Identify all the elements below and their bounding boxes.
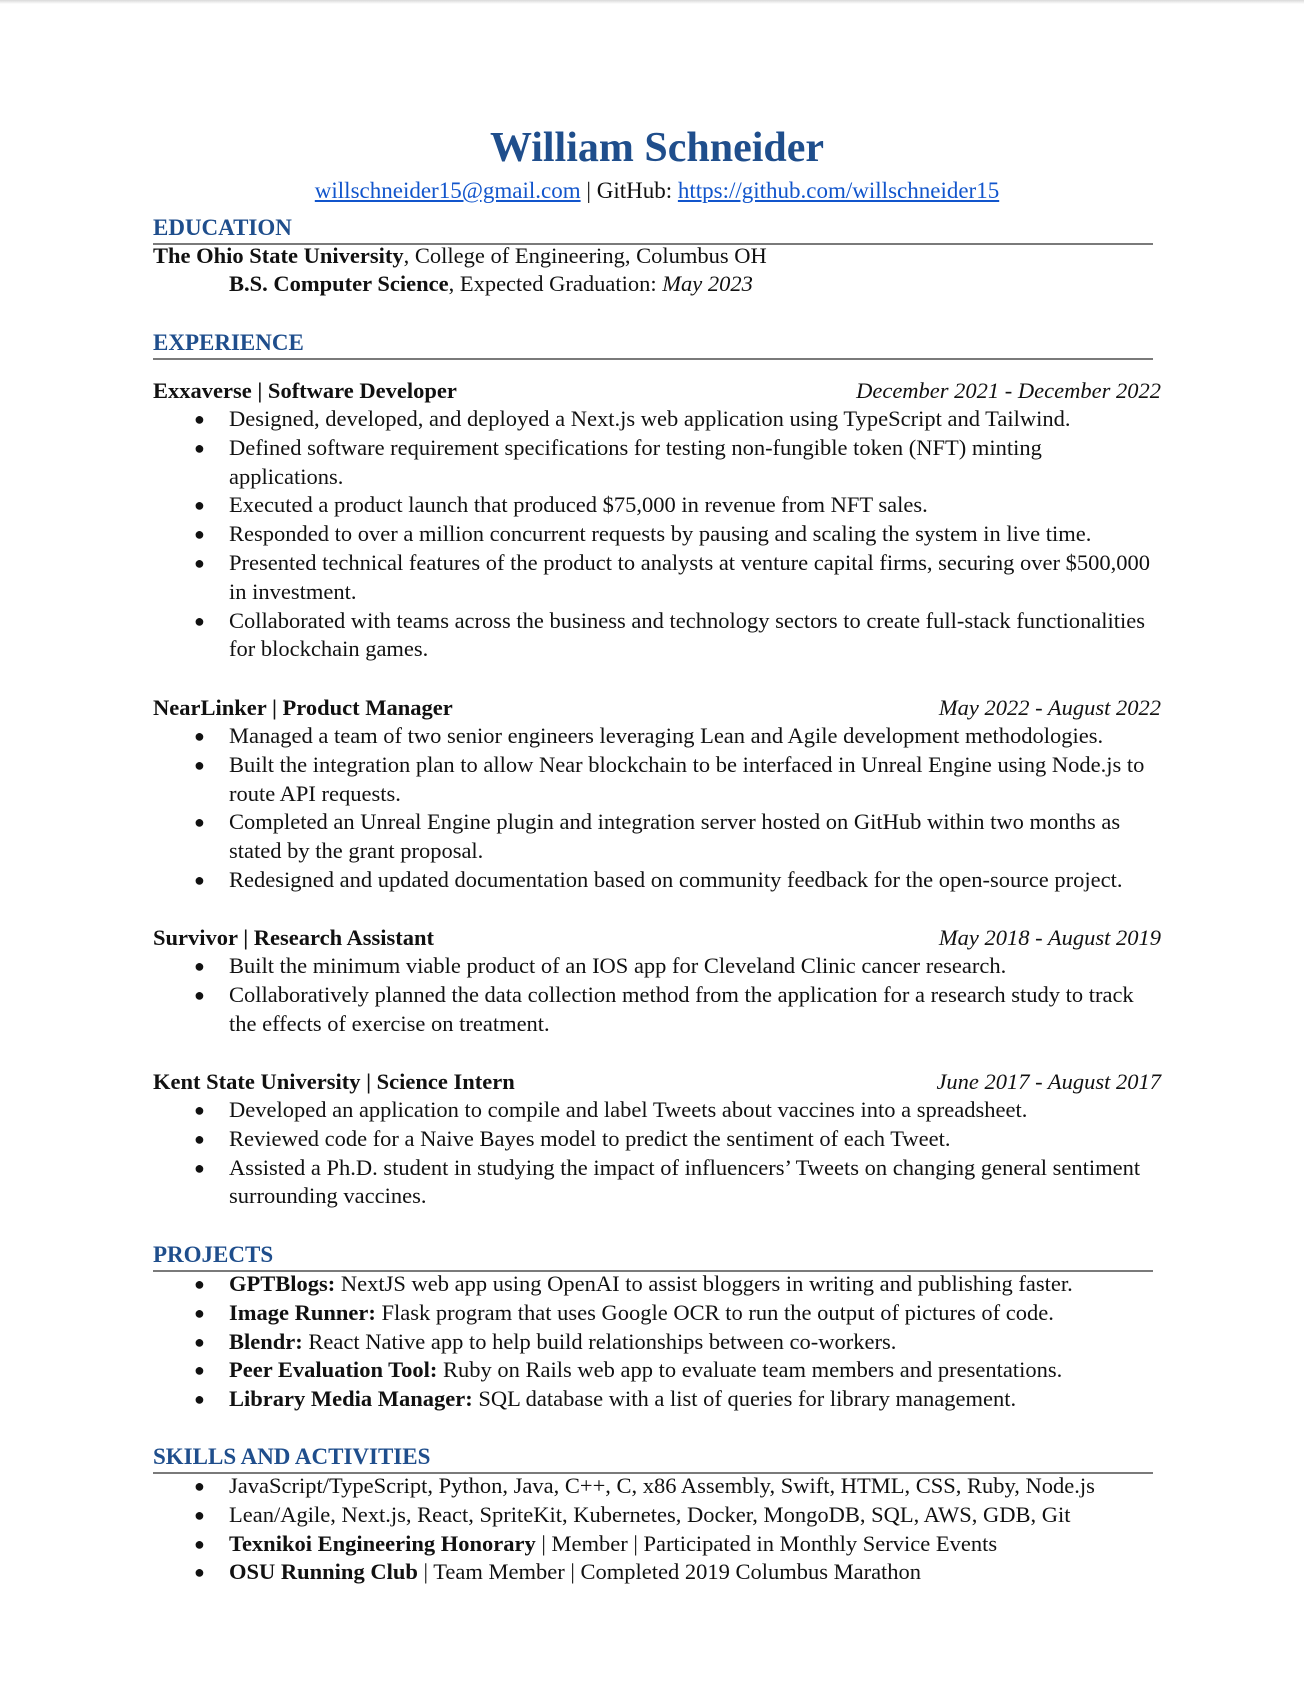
bullet-icon: ● bbox=[194, 524, 205, 545]
bullet-icon: ● bbox=[194, 984, 205, 1005]
bullet-icon: ● bbox=[194, 869, 205, 890]
bullet-icon: ● bbox=[194, 956, 205, 976]
bullet-icon: ● bbox=[194, 1157, 205, 1178]
list-item: ● Image Runner: Flask program that uses Google OCR to run the output of pictures of code. bbox=[153, 1299, 1161, 1328]
list-item: ● Completed an Unreal Engine plugin and integration server hosted on GitHub within two months as stated by the grant proposal. bbox=[194, 809, 1121, 864]
list-item: ● Developed an application to compile and label Tweets about vaccines into a spreadsheet. bbox=[153, 1096, 1161, 1125]
job-bullets bbox=[153, 722, 1161, 895]
list-item: ● Collaboratively planned the data collection method from the application for a research study to track the effects of exercise on treatment. bbox=[194, 981, 1134, 1036]
job-dates: May 2022 - August 2022 bbox=[938, 695, 1161, 720]
bullet-icon: ● bbox=[194, 754, 205, 775]
list-item: ● Blendr: React Native app to help build relationships between co-workers. bbox=[153, 1328, 1161, 1357]
job-header bbox=[153, 924, 1161, 952]
job-title: Kent State University | Science Intern bbox=[153, 1069, 515, 1094]
bullet-icon: ● bbox=[194, 437, 205, 458]
job-bullets bbox=[153, 405, 1161, 664]
list-item: ● Texnikoi Engineering Honorary | Member | Participated in Monthly Service Events bbox=[153, 1530, 1161, 1559]
bullet-icon: ● bbox=[194, 1504, 205, 1525]
list-item: ● Assisted a Ph.D. student in studying the impact of influencers’ Tweets on changing general sentiment surrounding vaccines. bbox=[194, 1154, 1141, 1209]
top-shadow bbox=[0, 0, 1304, 4]
education-school-line bbox=[153, 242, 1161, 270]
list-item: ● Redesigned and updated documentation based on community feedback for the open-source project. bbox=[153, 866, 1161, 895]
bullet-icon: ● bbox=[194, 812, 205, 833]
degree-details: , Expected Graduation: bbox=[448, 271, 663, 296]
bullet-icon: ● bbox=[194, 1389, 205, 1410]
github-link[interactable]: https://github.com/willschneider15 bbox=[677, 178, 1000, 203]
bullet-icon: ● bbox=[194, 1562, 205, 1583]
bullet-icon: ● bbox=[194, 409, 205, 429]
list-item: ● Lean/Agile, Next.js, React, SpriteKit, Kubernetes, Docker, MongoDB, SQL, AWS, GDB, Git bbox=[153, 1501, 1161, 1530]
candidate-name: William Schneider bbox=[489, 125, 825, 171]
contact-line bbox=[153, 177, 1161, 205]
job-bullets bbox=[153, 1096, 1161, 1211]
list-item: ● Presented technical features of the product to analysts at venture capital firms, securing over $500,000 in investment. bbox=[194, 549, 1150, 604]
degree-name: B.S. Computer Science bbox=[229, 271, 449, 296]
projects-list bbox=[153, 1270, 1161, 1414]
list-item: ● Managed a team of two senior engineers leveraging Lean and Agile development methodologies. bbox=[153, 722, 1161, 751]
list-item: ● Built the minimum viable product of an IOS app for Cleveland Clinic cancer research. bbox=[153, 952, 1161, 981]
bullet-icon: ● bbox=[194, 1360, 205, 1381]
job-title: Survivor | Research Assistant bbox=[153, 925, 435, 950]
bullet-icon: ● bbox=[194, 1476, 205, 1496]
list-item: ● Responded to over a million concurrent requests by pausing and scaling the system in live time. bbox=[153, 520, 1161, 549]
school-details: , College of Engineering, Columbus OH bbox=[403, 243, 767, 268]
job-header bbox=[153, 377, 1161, 405]
bullet-icon: ● bbox=[194, 1533, 205, 1554]
list-item: ● Executed a product launch that produced $75,000 in revenue from NFT sales. bbox=[153, 491, 1161, 520]
bullet-icon: ● bbox=[194, 610, 205, 631]
education-degree-line bbox=[229, 270, 1237, 298]
bullet-icon: ● bbox=[194, 495, 205, 516]
graduation-date: May 2023 bbox=[662, 271, 753, 296]
job-dates: June 2017 - August 2017 bbox=[936, 1069, 1161, 1094]
job-dates: December 2021 - December 2022 bbox=[856, 378, 1161, 403]
bullet-icon: ● bbox=[194, 1128, 205, 1149]
skills-heading: SKILLS AND ACTIVITIES bbox=[153, 1443, 1153, 1474]
bullet-icon: ● bbox=[194, 1100, 205, 1120]
projects-heading: PROJECTS bbox=[153, 1241, 1153, 1272]
job-header bbox=[153, 694, 1161, 722]
job-bullets bbox=[153, 952, 1161, 1038]
list-item: ● Library Media Manager: SQL database with a list of queries for library management. bbox=[153, 1385, 1161, 1414]
bullet-icon: ● bbox=[194, 552, 205, 573]
bullet-icon: ● bbox=[194, 1331, 205, 1352]
bullet-icon: ● bbox=[194, 1302, 205, 1323]
job-title: NearLinker | Product Manager bbox=[153, 695, 453, 720]
bullet-icon: ● bbox=[194, 726, 205, 746]
contact-separator: | GitHub: bbox=[580, 178, 678, 203]
list-item: ● OSU Running Club | Team Member | Completed 2019 Columbus Marathon bbox=[153, 1558, 1161, 1587]
list-item: ● Collaborated with teams across the business and technology sectors to create full-stack functionalities for blockchain games. bbox=[194, 607, 1145, 662]
bullet-icon: ● bbox=[194, 1274, 205, 1294]
list-item: ● GPTBlogs: NextJS web app using OpenAI to assist bloggers in writing and publishing faster. bbox=[153, 1270, 1161, 1299]
list-item: ● JavaScript/TypeScript, Python, Java, C++, C, x86 Assembly, Swift, HTML, CSS, Ruby, Node.js bbox=[153, 1472, 1161, 1501]
list-item: ● Built the integration plan to allow Near blockchain to be interfaced in Unreal Engine using Node.js to route API requests. bbox=[194, 751, 1145, 806]
list-item: ● Defined software requirement specifications for testing non-fungible token (NFT) minting applications. bbox=[194, 434, 1042, 489]
email-link[interactable]: willschneider15@gmail.com bbox=[314, 178, 581, 203]
list-item: ● Peer Evaluation Tool: Ruby on Rails web app to evaluate team members and presentations. bbox=[153, 1356, 1161, 1385]
experience-heading: EXPERIENCE bbox=[153, 329, 1153, 360]
job-dates: May 2018 - August 2019 bbox=[938, 925, 1161, 950]
job-title: Exxaverse | Software Developer bbox=[153, 378, 457, 403]
school-name: The Ohio State University bbox=[153, 243, 404, 268]
job-header bbox=[153, 1068, 1161, 1096]
skills-list bbox=[153, 1472, 1161, 1587]
list-item: ● Reviewed code for a Naive Bayes model to predict the sentiment of each Tweet. bbox=[153, 1125, 1161, 1154]
list-item: ● Designed, developed, and deployed a Next.js web application using TypeScript and Tailwind. bbox=[153, 405, 1161, 434]
education-heading: EDUCATION bbox=[153, 214, 1153, 245]
